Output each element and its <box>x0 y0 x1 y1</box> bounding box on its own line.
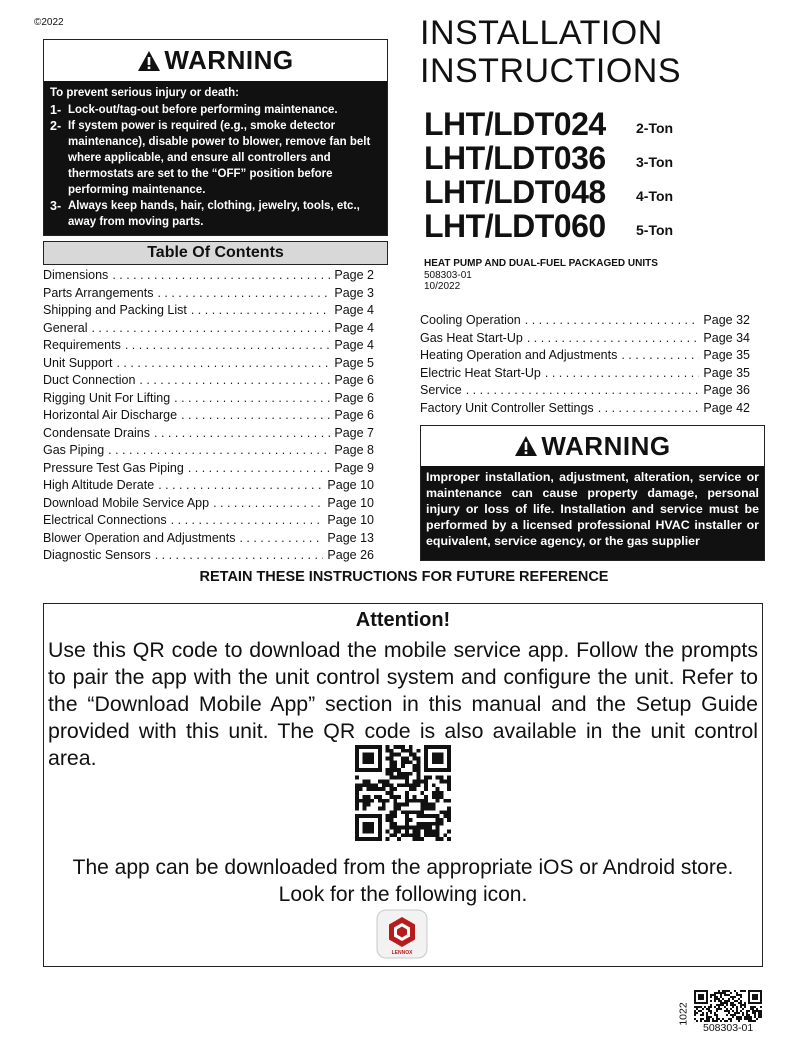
toc-entry-page: Page 2 <box>334 268 374 282</box>
toc-entry[interactable] <box>43 531 374 549</box>
toc-entry-page: Page 10 <box>327 478 374 492</box>
toc-entry[interactable] <box>420 348 750 366</box>
attention-body: Use this QR code to download the mobile service app. Follow the prompts to pair the app with the unit control system and configure the unit. Refer to the “Download Mobile App” section in this manual and the Setup Guide provided with this unit. The QR code is also available in the unit control area. <box>48 638 758 770</box>
toc-entry-page: Page 10 <box>327 495 374 510</box>
retain-notice: RETAIN THESE INSTRUCTIONS FOR FUTURE REFERENCE <box>199 569 609 585</box>
toc-leader-dots <box>91 321 330 335</box>
toc-entry-label: Gas Heat Start-Up <box>420 330 523 345</box>
toc-entry[interactable] <box>420 313 750 331</box>
toc-entry-label: Factory Unit Controller Settings <box>420 400 594 415</box>
qr-code-icon[interactable] <box>355 745 451 841</box>
copyright: ©2022 <box>34 17 64 28</box>
toc-entry-label: Requirements <box>43 338 121 352</box>
attention-footer <box>44 854 762 908</box>
warning-item-text: Always keep hands, hair, clothing, jewelry, tools, etc., away from moving parts. <box>68 200 360 228</box>
toc-leader-dots <box>621 348 699 362</box>
toc-right-column <box>420 313 750 418</box>
footer-part-number: 508303-01 <box>703 1022 754 1034</box>
toc-entry-page: Page 6 <box>334 408 374 422</box>
toc-entry-page: Page 34 <box>703 330 750 345</box>
toc-entry-page: Page 5 <box>334 355 374 370</box>
model-tons: 3-Ton <box>636 154 674 170</box>
toc-entry[interactable] <box>43 391 374 409</box>
warning-item <box>50 118 381 198</box>
toc-left-column <box>43 268 374 566</box>
toc-entry-page: Page 42 <box>703 400 750 415</box>
toc-leader-dots <box>158 478 323 492</box>
toc-entry-label: Shipping and Packing List <box>43 303 187 317</box>
toc-leader-dots <box>154 426 330 440</box>
toc-leader-dots <box>191 303 331 317</box>
toc-entry[interactable] <box>43 303 374 321</box>
toc-entry-label: Download Mobile Service App <box>43 495 210 510</box>
warning-body: Improper installation, adjustment, alteration, service or maintenance can cause property damage, personal injury or loss of life. Installation and service must be performed by a licensed professional HVAC installer or equivalent, service agency, or the gas supplier <box>421 466 764 560</box>
toc-leader-dots <box>112 268 330 282</box>
toc-entry-label: Condensate Drains <box>43 425 151 440</box>
model-tons: 4-Ton <box>636 188 674 204</box>
document-title <box>420 14 681 90</box>
toc-entry[interactable] <box>43 356 374 374</box>
toc-leader-dots <box>213 496 323 510</box>
warning-heading <box>421 426 764 466</box>
toc-entry[interactable] <box>420 401 750 419</box>
toc-entry-page: Page 4 <box>334 303 374 317</box>
model-tons: 2-Ton <box>636 120 674 136</box>
model-tons: 5-Ton <box>636 222 674 238</box>
toc-leader-dots <box>116 356 330 370</box>
toc-entry-label: High Altitude Derate <box>43 478 155 492</box>
toc-entry-label: General <box>43 320 88 335</box>
attention-box <box>43 603 763 967</box>
toc-entry-label: Electric Heat Start-Up <box>420 365 541 380</box>
model-row <box>424 175 673 209</box>
model-name: LHT/LDT060 <box>424 207 606 244</box>
toc-entry-page: Page 6 <box>334 373 374 387</box>
toc-entry-label: Pressure Test Gas Piping <box>43 460 184 475</box>
toc-entry[interactable] <box>420 383 750 401</box>
warning-triangle-icon <box>137 50 161 72</box>
model-list <box>424 107 673 243</box>
warning-heading-text: WARNING <box>164 45 294 75</box>
toc-entry-page: Page 35 <box>703 365 750 380</box>
toc-entry-page: Page 36 <box>703 383 750 397</box>
warning-box-top <box>43 39 388 236</box>
revision-date: 10/2022 <box>424 281 461 292</box>
toc-leader-dots <box>188 461 331 475</box>
corner-qr-code-icon <box>694 990 762 1022</box>
toc-entry-label: Electrical Connections <box>43 513 167 527</box>
toc-entry[interactable] <box>43 268 374 286</box>
model-name: LHT/LDT048 <box>424 173 606 210</box>
model-name: LHT/LDT024 <box>424 105 606 142</box>
attention-footer-line-2: Look for the following icon. <box>278 883 528 906</box>
toc-entry[interactable] <box>420 331 750 349</box>
title-line-1: INSTALLATION <box>420 14 663 52</box>
warning-box-bottom <box>420 425 765 561</box>
attention-footer-line-1: The app can be downloaded from the appropriate iOS or Android store. <box>72 856 734 879</box>
toc-entry-label: Heating Operation and Adjustments <box>420 348 618 362</box>
toc-entry-label: Rigging Unit For Lifting <box>43 390 171 405</box>
toc-leader-dots <box>139 373 330 387</box>
toc-entry-label: Diagnostic Sensors <box>43 548 151 562</box>
toc-leader-dots <box>239 531 323 545</box>
toc-entry-label: Cooling Operation <box>420 313 521 327</box>
model-row <box>424 141 673 175</box>
toc-entry-page: Page 13 <box>327 530 374 545</box>
toc-entry-label: Parts Arrangements <box>43 285 154 300</box>
warning-item-num: 3- <box>50 199 62 213</box>
toc-entry-label: Gas Piping <box>43 443 105 457</box>
model-row <box>424 209 673 243</box>
warning-item-text: Lock-out/tag-out before performing maintenance. <box>68 104 338 116</box>
toc-entry-page: Page 6 <box>334 390 374 405</box>
toc-entry[interactable] <box>43 548 374 566</box>
warning-item-num: 1- <box>50 103 62 117</box>
title-line-2: INSTRUCTIONS <box>420 52 681 90</box>
toc-entry-label: Dimensions <box>43 268 109 282</box>
toc-entry[interactable] <box>43 373 374 391</box>
warning-item-text: If system power is required (e.g., smoke detector maintenance), disable power to blower, remove fan belt where applicable, and ensure all controllers and thermostats are set to the “OFF” position before performing maintenance. <box>68 120 371 196</box>
toc-entry-page: Page 7 <box>334 425 374 440</box>
toc-entry[interactable] <box>43 286 374 304</box>
toc-entry[interactable] <box>43 478 374 496</box>
toc-entry[interactable] <box>43 408 374 426</box>
toc-leader-dots <box>171 513 324 527</box>
footer-date-code: 1022 <box>677 1002 690 1026</box>
toc-entry[interactable] <box>43 426 374 444</box>
warning-item-num: 2- <box>50 119 62 133</box>
toc-entry-label: Unit Support <box>43 355 113 370</box>
toc-leader-dots <box>598 401 700 415</box>
toc-entry-page: Page 8 <box>334 443 374 457</box>
toc-leader-dots <box>108 443 330 457</box>
warning-triangle-icon <box>514 435 538 457</box>
toc-leader-dots <box>174 391 330 405</box>
toc-entry-page: Page 35 <box>703 348 750 362</box>
attention-heading: Attention! <box>355 609 451 631</box>
toc-entry-label: Horizontal Air Discharge <box>43 408 178 422</box>
toc-leader-dots <box>155 548 324 562</box>
toc-entry-page: Page 3 <box>334 285 374 300</box>
toc-leader-dots <box>125 338 331 352</box>
toc-entry[interactable] <box>43 496 374 514</box>
toc-leader-dots <box>181 408 330 422</box>
toc-leader-dots <box>527 331 700 345</box>
warning-heading-text: WARNING <box>541 430 671 461</box>
subtitle-block <box>424 258 658 293</box>
model-name: LHT/LDT036 <box>424 139 606 176</box>
toc-entry[interactable] <box>43 443 374 461</box>
model-row <box>424 107 673 141</box>
part-number: 508303-01 <box>424 269 472 281</box>
toc-entry[interactable] <box>43 513 374 531</box>
toc-entry-label: Duct Connection <box>43 373 136 387</box>
toc-entry-page: Page 9 <box>334 460 374 475</box>
toc-entry[interactable] <box>43 338 374 356</box>
toc-entry-label: Service <box>420 383 462 397</box>
product-description: HEAT PUMP AND DUAL-FUEL PACKAGED UNITS <box>424 258 658 269</box>
toc-entry-page: Page 32 <box>703 313 750 327</box>
toc-entry-page: Page 10 <box>327 513 374 527</box>
toc-leader-dots <box>157 286 330 300</box>
toc-entry-page: Page 4 <box>334 320 374 335</box>
warning-item <box>50 198 381 230</box>
warning-item <box>50 102 381 118</box>
toc-entry-page: Page 4 <box>334 338 374 352</box>
warning-lead: To prevent serious injury or death: <box>50 87 239 99</box>
toc-entry-label: Blower Operation and Adjustments <box>43 530 236 545</box>
toc-leader-dots <box>525 313 700 327</box>
toc-entry-page: Page 26 <box>327 548 374 562</box>
toc-leader-dots <box>545 366 700 380</box>
lennox-brand-text: LENNOX <box>391 950 413 956</box>
toc-leader-dots <box>466 383 700 397</box>
toc-heading: Table Of Contents <box>43 241 388 265</box>
toc-entry[interactable] <box>43 321 374 339</box>
warning-heading <box>44 40 387 81</box>
toc-entry[interactable] <box>420 366 750 384</box>
toc-entry[interactable] <box>43 461 374 479</box>
warning-body <box>44 81 387 235</box>
lennox-app-icon <box>376 909 428 959</box>
